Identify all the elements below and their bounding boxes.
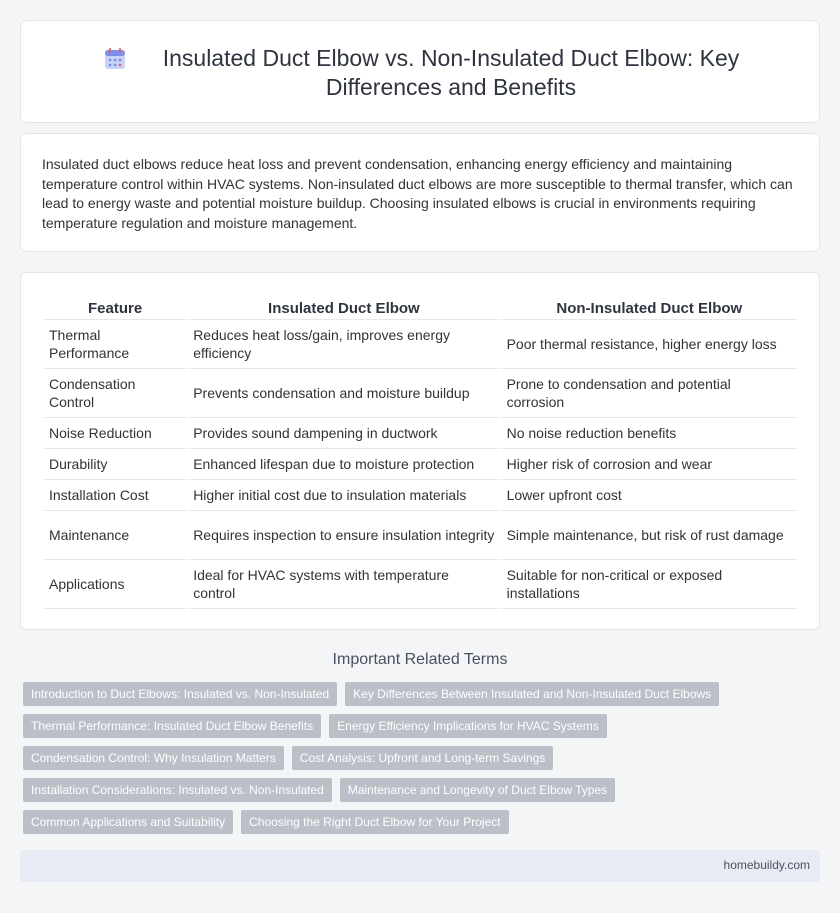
insulated-cell: Prevents condensation and moisture buildup [188,369,499,418]
feature-cell: Applications [44,560,186,609]
non-insulated-cell: No noise reduction benefits [502,418,797,449]
feature-cell: Durability [44,449,186,480]
comparison-table [42,292,799,609]
insulated-cell: Enhanced lifespan due to moisture protection [188,449,499,480]
tag-row [23,810,783,834]
related-term-tag[interactable]: Choosing the Right Duct Elbow for Your Project [241,810,508,834]
table-row [44,480,797,511]
header-non-insulated: Non-Insulated Duct Elbow [502,292,797,320]
non-insulated-cell: Prone to condensation and potential corrosion [502,369,797,418]
intro-card [20,133,820,252]
feature-cell: Noise Reduction [44,418,186,449]
footer [20,850,820,882]
related-term-tag[interactable]: Key Differences Between Insulated and Non-Insulated Duct Elbows [345,682,719,706]
header-feature: Feature [44,292,186,320]
table-header-row [44,292,797,320]
related-term-tag[interactable]: Common Applications and Suitability [23,810,233,834]
feature-cell: Thermal Performance [44,320,186,369]
feature-cell: Condensation Control [44,369,186,418]
non-insulated-cell: Simple maintenance, but risk of rust damage [502,511,797,560]
table-row [44,560,797,609]
feature-cell: Maintenance [44,511,186,560]
related-term-tag[interactable]: Installation Considerations: Insulated vs. Non-Insulated [23,778,332,802]
comparison-card [20,272,820,630]
related-term-tag[interactable]: Energy Efficiency Implications for HVAC Systems [329,714,607,738]
related-terms-title: Important Related Terms [332,651,508,668]
non-insulated-cell: Suitable for non-critical or exposed installations [502,560,797,609]
tag-row [23,778,783,802]
table-row [44,449,797,480]
header-insulated: Insulated Duct Elbow [188,292,499,320]
insulated-cell: Ideal for HVAC systems with temperature control [188,560,499,609]
insulated-cell: Provides sound dampening in ductwork [188,418,499,449]
non-insulated-cell: Poor thermal resistance, higher energy loss [502,320,797,369]
tag-row [23,682,783,706]
related-terms-list [23,682,783,842]
table-row [44,369,797,418]
related-term-tag[interactable]: Thermal Performance: Insulated Duct Elbow Benefits [23,714,321,738]
related-term-tag[interactable]: Condensation Control: Why Insulation Matters [23,746,284,770]
tag-row [23,714,783,738]
page-title: Insulated Duct Elbow vs. Non-Insulated Duct Elbow: Key Differences and Benefits [162,44,740,100]
tag-row [23,746,783,770]
header-card [20,20,820,123]
feature-cell: Installation Cost [44,480,186,511]
insulated-cell: Higher initial cost due to insulation materials [188,480,499,511]
footer-site-name[interactable]: homebuildy.com [723,858,810,872]
intro-paragraph: Insulated duct elbows reduce heat loss and prevent condensation, enhancing energy efficiency and maintaining temperature control within HVAC systems. Non-insulated duct elbows are more susceptible to thermal transfer, which can lead to energy waste and potential moisture buildup. Choosing insulated elbows is crucial in environments requiring temperature regulation and moisture management. [42,156,793,231]
non-insulated-cell: Higher risk of corrosion and wear [502,449,797,480]
non-insulated-cell: Lower upfront cost [502,480,797,511]
table-row [44,320,797,369]
insulated-cell: Requires inspection to ensure insulation integrity [188,511,499,560]
related-term-tag[interactable]: Cost Analysis: Upfront and Long-term Savings [292,746,553,770]
insulated-cell: Reduces heat loss/gain, improves energy efficiency [188,320,499,369]
related-term-tag[interactable]: Introduction to Duct Elbows: Insulated vs. Non-Insulated [23,682,337,706]
table-row [44,418,797,449]
related-term-tag[interactable]: Maintenance and Longevity of Duct Elbow Types [340,778,615,802]
table-row [44,511,797,560]
